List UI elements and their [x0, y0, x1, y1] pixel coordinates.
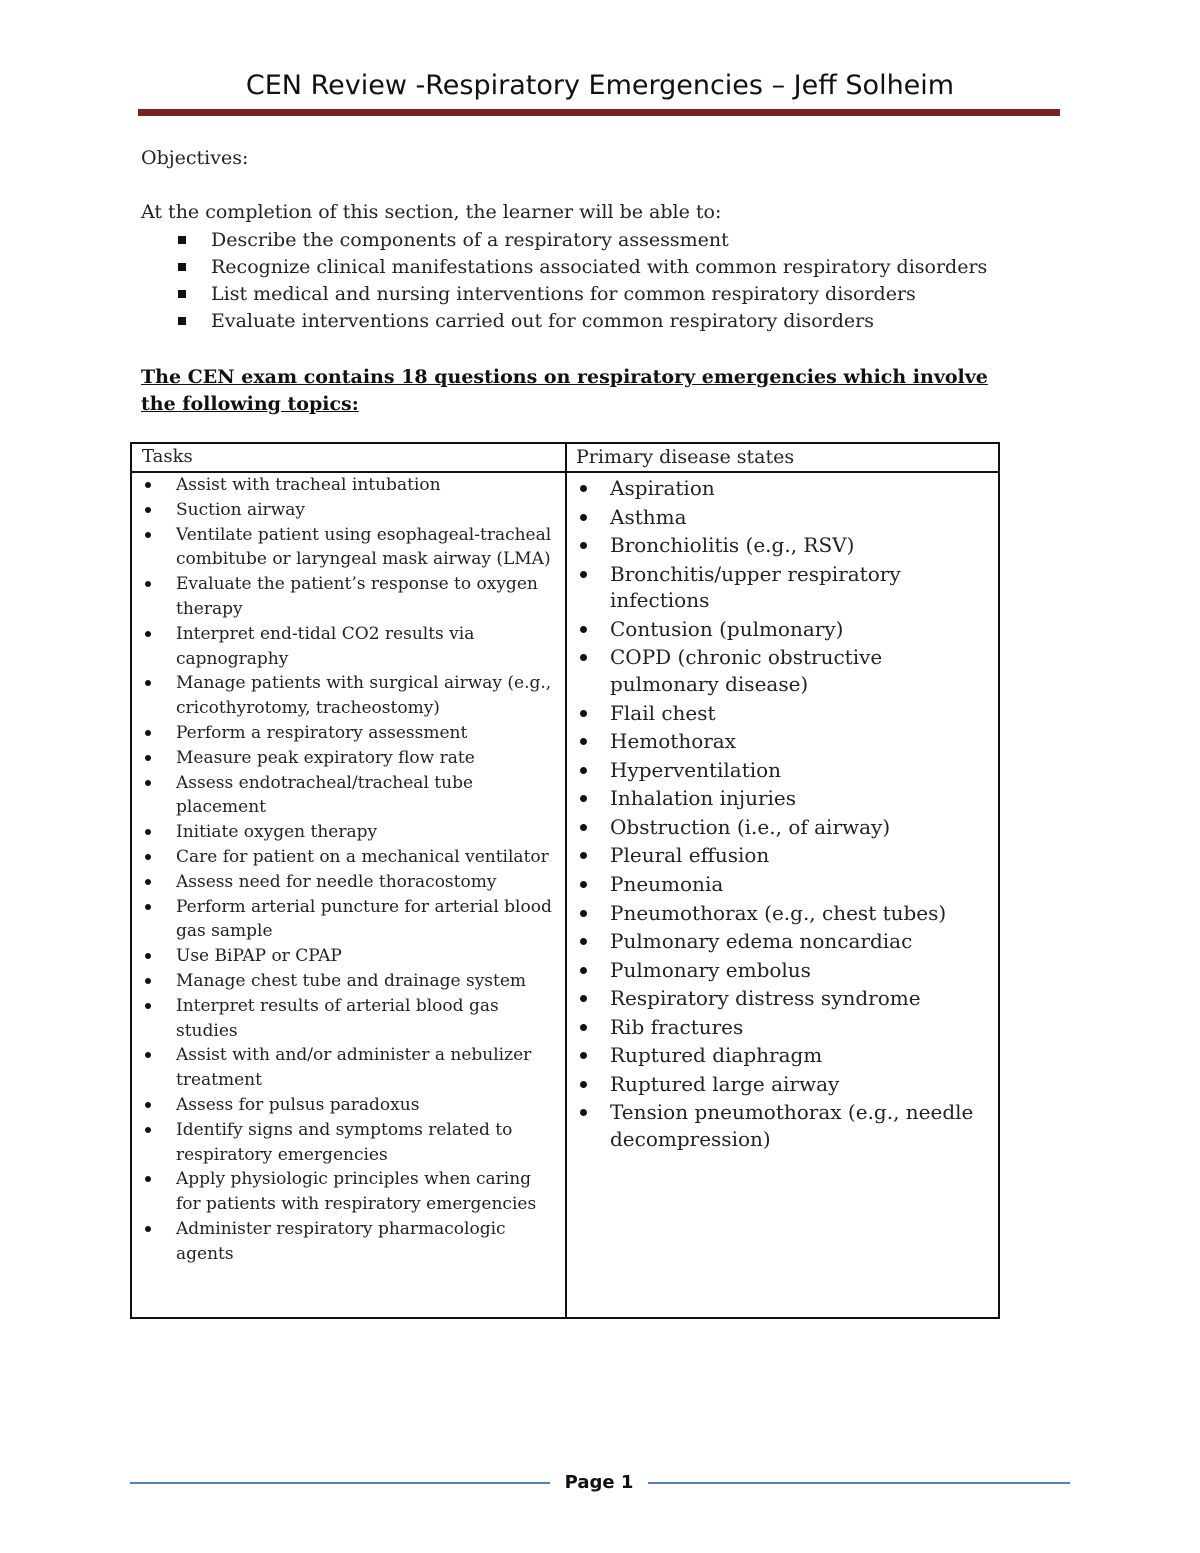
tasks-list	[140, 473, 555, 1267]
disease-item: Ruptured diaphragm	[574, 1042, 994, 1069]
task-item: Suction airway	[140, 498, 555, 523]
task-item: Evaluate the patient’s response to oxygen therapy	[140, 572, 555, 622]
objective-item: Describe the components of a respiratory assessment	[170, 227, 987, 254]
disease-item: Bronchiolitis (e.g., RSV)	[574, 532, 994, 559]
disease-item: Bronchitis/upper respiratory infections	[574, 561, 994, 614]
disease-item: COPD (chronic obstructive pulmonary disease)	[574, 644, 994, 697]
disease-item: Pleural effusion	[574, 842, 994, 869]
disease-item: Contusion (pulmonary)	[574, 616, 994, 643]
objective-item: List medical and nursing interventions for common respiratory disorders	[170, 281, 987, 308]
tasks-column-header: Tasks	[142, 446, 193, 467]
disease-item: Rib fractures	[574, 1014, 994, 1041]
disease-item: Pneumonia	[574, 871, 994, 898]
task-item: Assess endotracheal/tracheal tube placement	[140, 771, 555, 821]
objective-item: Recognize clinical manifestations associated with common respiratory disorders	[170, 254, 987, 281]
disease-states-list	[574, 475, 994, 1155]
page-number: Page 1	[564, 1472, 634, 1493]
disease-item: Tension pneumothorax (e.g., needle decompression)	[574, 1099, 994, 1152]
footer-rule-left	[130, 1482, 550, 1484]
task-item: Assist with and/or administer a nebulizer treatment	[140, 1043, 555, 1093]
task-item: Identify signs and symptoms related to respiratory emergencies	[140, 1118, 555, 1168]
objectives-intro: At the completion of this section, the learner will be able to:	[141, 201, 722, 223]
disease-item: Pulmonary embolus	[574, 957, 994, 984]
disease-column-header: Primary disease states	[576, 446, 795, 468]
task-item: Apply physiologic principles when caring for patients with respiratory emergencies	[140, 1167, 555, 1217]
task-item: Assess for pulsus paradoxus	[140, 1093, 555, 1118]
task-item: Assist with tracheal intubation	[140, 473, 555, 498]
task-item: Manage chest tube and drainage system	[140, 969, 555, 994]
disease-item: Aspiration	[574, 475, 994, 502]
document-title: CEN Review -Respiratory Emergencies – Jeff Solheim	[245, 70, 955, 101]
disease-item: Hemothorax	[574, 728, 994, 755]
task-item: Manage patients with surgical airway (e.g., cricothyrotomy, tracheostomy)	[140, 671, 555, 721]
header-divider	[138, 109, 1060, 116]
task-item: Interpret results of arterial blood gas studies	[140, 994, 555, 1044]
disease-item: Pulmonary edema noncardiac	[574, 928, 994, 955]
task-item: Ventilate patient using esophageal-tracheal combitube or laryngeal mask airway (LMA)	[140, 523, 555, 573]
objective-item: Evaluate interventions carried out for common respiratory disorders	[170, 308, 987, 335]
disease-item: Respiratory distress syndrome	[574, 985, 994, 1012]
topics-table	[130, 442, 1000, 1319]
disease-item: Obstruction (i.e., of airway)	[574, 814, 994, 841]
disease-item: Pneumothorax (e.g., chest tubes)	[574, 900, 994, 927]
task-item: Care for patient on a mechanical ventilator	[140, 845, 555, 870]
task-item: Perform a respiratory assessment	[140, 721, 555, 746]
disease-item: Inhalation injuries	[574, 785, 994, 812]
objectives-list	[170, 227, 987, 335]
task-item: Initiate oxygen therapy	[140, 820, 555, 845]
task-item: Measure peak expiratory flow rate	[140, 746, 555, 771]
task-item: Interpret end-tidal CO2 results via capnography	[140, 622, 555, 672]
task-item: Perform arterial puncture for arterial blood gas sample	[140, 895, 555, 945]
disease-item: Flail chest	[574, 700, 994, 727]
disease-item: Hyperventilation	[574, 757, 994, 784]
disease-item: Ruptured large airway	[574, 1071, 994, 1098]
task-item: Use BiPAP or CPAP	[140, 944, 555, 969]
disease-item: Asthma	[574, 504, 994, 531]
objectives-label: Objectives:	[141, 147, 249, 169]
table-column-divider	[565, 444, 567, 1317]
task-item: Assess need for needle thoracostomy	[140, 870, 555, 895]
footer-rule-right	[648, 1482, 1070, 1484]
task-item: Administer respiratory pharmacologic agents	[140, 1217, 555, 1267]
exam-topics-heading: The CEN exam contains 18 questions on respiratory emergencies which involve the following topics:	[141, 366, 988, 415]
